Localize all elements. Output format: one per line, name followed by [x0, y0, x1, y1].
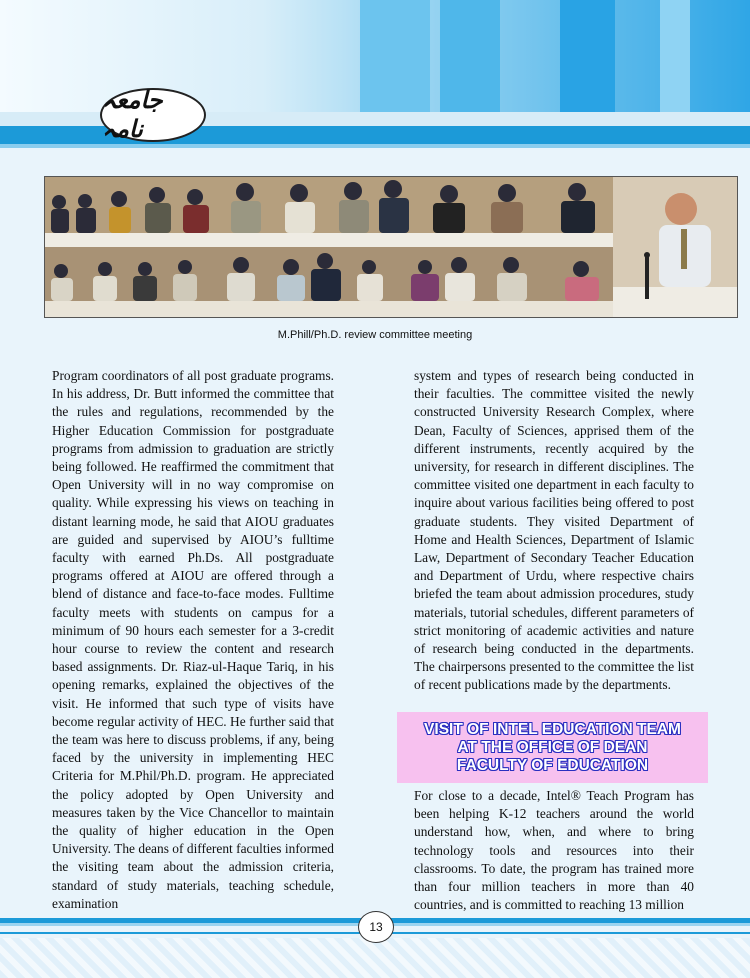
header-stripe [360, 0, 430, 112]
header-stripe [440, 0, 500, 112]
section-heading-box [397, 712, 708, 783]
photo-caption: M.Phill/Ph.D. review committee meeting [277, 329, 473, 341]
header-stripe [660, 0, 690, 112]
page-number [358, 911, 394, 943]
article-left-column: Program coordinators of all post graduate programs. In his address, Dr. Butt informed the committee that the rules and regulations, recommended by the Higher Education Commission for postgraduate programs from admission to graduation are strictly being followed. He reaffirmed the commitment that Open University will in no way compromise on quality. While expressing his views on teaching in distant learning mode, he said that AIOU graduates are guided and supervised by AIOU’s fulltime faculty with earned Ph.Ds. All postgraduate programs offered at AIOU are offered through a blend of distance and face-to-face modes. Fulltime faculty meets with students on campus for a minimum of 90 hours each semester for a 3-credit hour course to review the content and research based assignments. Dr. Riaz-ul-Haque Tariq, in his opening remarks, explained the objectives of the visit. He informed that such type of visits have become regular activity of HEC. He further said that the team was here to discuss problems, if any, being faced by the university in implementing HEC Criteria for M.Phil/Ph.D. program. He appreciated the policy adopted by Open University and measures taken by the Vice Chancellor to maintain the quality of higher education in the Open University. The deans of different faculties informed the visiting team about the admission criteria, standard of study materials, teaching schedule, examination [52, 368, 334, 911]
article-right-column-bottom: For close to a decade, Intel® Teach Program has been helping K-12 teachers around the world understand how, when, and where to bring technology tools and resources into their classrooms. To date, the program has trained more than four million teachers in more than 40 countries, and is committed to reaching 13 million [414, 788, 694, 913]
section-heading: VISIT OF INTEL EDUCATION TEAM AT THE OFFICE OF DEAN FACULTY OF EDUCATION [424, 720, 681, 774]
meeting-photo-illustration [45, 177, 737, 317]
article-right-column-top: system and types of research being conducted in their faculties. The committee visited the newly constructed University Research Complex, where Dean, Faculty of Sciences, apprised them of the different instruments, recently acquired by the university, for research in different disciplines. The committee visited one department in each faculty to inquire about various facilities being offered to post graduate students. They visited Department of Home and Health Sciences, Department of Islamic Law, Department of Secondary Teacher Education and Department of Urdu, where respective chairs briefed the team about admission procedures, study materials, tutorial schedules, different parameters of strict monitoring of academic activities and nature of research being conducted in the departments. The chairpersons presented to the committee the list of recent publications made by the departments. [414, 368, 694, 693]
meeting-photo [44, 176, 738, 318]
magazine-logo [100, 88, 206, 142]
header-band-thin [0, 144, 750, 148]
header-stripe [560, 0, 615, 112]
footer-pattern [0, 938, 750, 978]
page-number-text: 13 [369, 920, 383, 934]
magazine-logo-text: جامعہ نامہ [102, 88, 163, 143]
page-header [0, 0, 750, 150]
